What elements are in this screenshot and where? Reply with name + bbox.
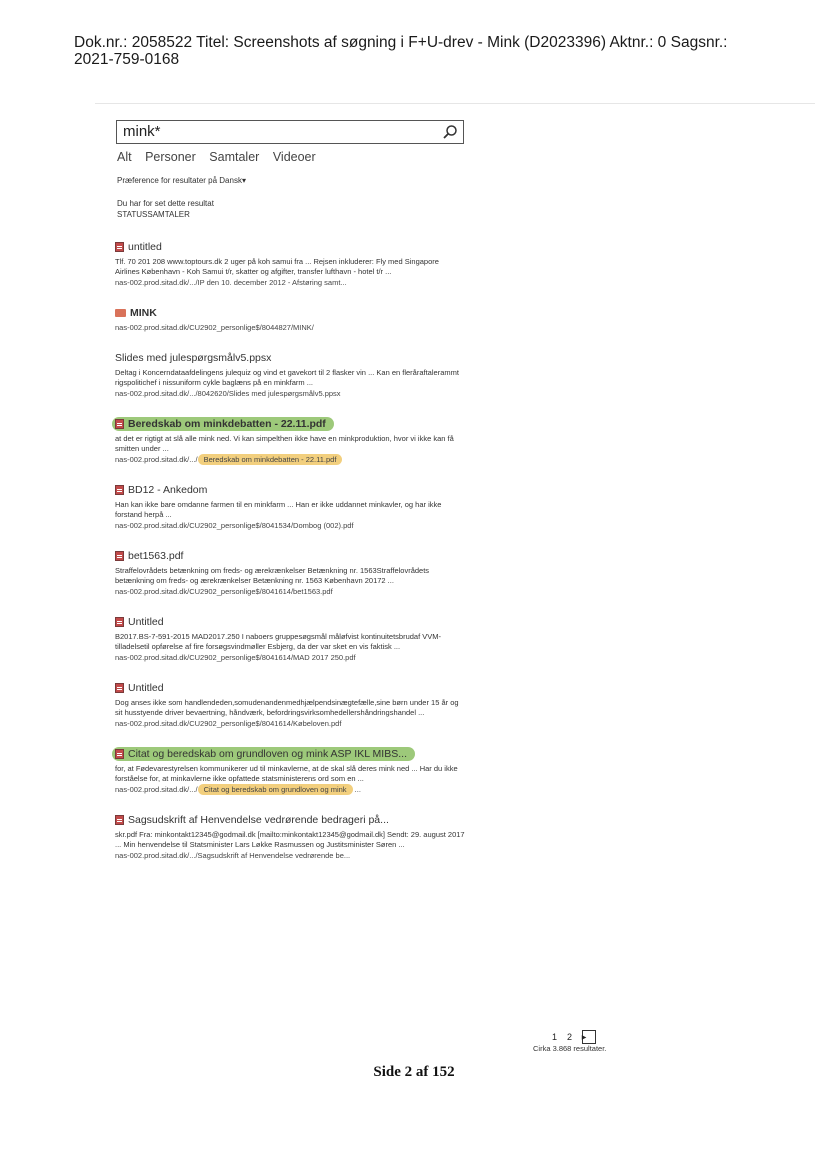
search-query[interactable]: mink* xyxy=(123,123,161,140)
seen-notice xyxy=(117,198,214,220)
result-path: nas-002.prod.sitad.dk/CU2902_personlige$/8041614/Købeloven.pdf xyxy=(115,719,342,728)
path-highlight: Citat og beredskab om grundloven og mink xyxy=(198,784,353,795)
page-2-link[interactable]: 2 xyxy=(567,1032,573,1042)
play-arrow-icon: ▶ xyxy=(581,1034,587,1041)
tab-people[interactable]: Personer xyxy=(145,150,196,164)
result-snippet: Deltag i Koncerndataafdelingens julequiz og vind et gavekort til 2 flasker vin ... Kan en fleråraftalerammt rigspolitichef i nissuniform cykle baglæns på en minkfarm ... xyxy=(115,368,459,387)
document-file-icon xyxy=(115,617,124,627)
result-title[interactable]: MINK xyxy=(130,307,157,319)
result-snippet: Straffelovrådets betænkning om freds- og ærekrænkelser Betænkning nr. 1563Straffelovrådets betænkning om freds- og ærekrænkelser Betænkning nr. 1563 København 20172 ... xyxy=(115,566,430,585)
search-input[interactable] xyxy=(116,120,464,144)
folder-icon xyxy=(115,309,126,317)
result-title[interactable]: Slides med julespørgsmålv5.ppsx xyxy=(115,352,272,364)
result-snippet: Han kan ikke bare omdanne farmen til en minkfarm ... Han er ikke uddannet minkavler, og har ikke forstand herpå ... xyxy=(115,500,442,519)
result-snippet: for, at Fødevarestyrelsen kommunikerer ud til minkavlerne, at de skal slå deres mink ned ... Har du ikke forståelse for, at minkavlerne ikke opfattede statsministerens ord som en ... xyxy=(115,764,458,783)
result-snippet: Tlf. 70 201 208 www.toptours.dk 2 uger på koh samui fra ... Rejsen inkluderer: Fly med Singapore Airlines København - Koh Samui t/r, skatter og afgifter, transfer lufthavn - hotel t/r ... xyxy=(115,257,439,276)
result-title[interactable]: Beredskab om minkdebatten - 22.11.pdf xyxy=(128,418,326,430)
header-line-1: Dok.nr.: 2058522 Titel: Screenshots af søgning i F+U-drev - Mink (D2023396) Aktnr.: 0 Sagsnr.: xyxy=(74,34,728,51)
result-path xyxy=(115,455,465,465)
result-snippet: Dog anses ikke som handlendeden,somudenandenmedhjælpendsinægtefælle,sine børn under 15 år og sit husstyende driver bevaertning, håndværk, befordringsvirksomhedellershåndringshandel ... xyxy=(115,698,459,717)
result-snippet: skr.pdf Fra: minkontakt12345@godmail.dk [mailto:minkontakt12345@godmail.dk] Sendt: 29. august 2017 ... Min henvendelse til Statsminister Lars Løkke Rasmussen og Justitsminister Søren ... xyxy=(115,830,465,849)
search-tabs xyxy=(117,150,326,164)
result-path xyxy=(115,785,465,795)
result-path: nas-002.prod.sitad.dk/CU2902_personlige$/8041534/Dombog (002).pdf xyxy=(115,521,354,530)
result-snippet: B2017.BS-7-591-2015 MAD2017.250 I naboers gruppesøgsmål måløfvist kontinuitetsbrudaf VVM-tilladelsetil opførelse af fire forsøgsvindmøller Esbjerg, da der var sket en vis faktisk ... xyxy=(115,632,442,651)
list-item xyxy=(115,240,465,288)
header-line-2: 2021-759-0168 xyxy=(74,51,180,68)
pagination xyxy=(552,1030,596,1044)
next-page-button[interactable] xyxy=(582,1030,596,1044)
document-file-icon xyxy=(115,242,124,252)
list-item xyxy=(115,615,465,663)
document-file-icon xyxy=(115,419,124,429)
result-path: nas-002.prod.sitad.dk/CU2902_personlige$/8041614/MAD 2017 250.pdf xyxy=(115,653,356,662)
page-1-link[interactable]: 1 xyxy=(552,1032,558,1042)
result-path: nas-002.prod.sitad.dk/CU2902_personlige$/8044827/MINK/ xyxy=(115,323,314,332)
list-item xyxy=(115,483,465,531)
document-file-icon xyxy=(115,815,124,825)
document-file-icon xyxy=(115,551,124,561)
document-file-icon xyxy=(115,485,124,495)
result-path: nas-002.prod.sitad.dk/CU2902_personlige$/8041614/bet1563.pdf xyxy=(115,587,333,596)
tab-videos[interactable]: Videoer xyxy=(272,150,316,164)
list-item xyxy=(115,681,465,729)
notice-text: Du har for set dette resultat xyxy=(117,199,214,208)
scan-artifact-line xyxy=(95,103,815,104)
language-preference[interactable]: Præference for resultater på Dansk▾ xyxy=(117,176,246,185)
path-suffix: ... xyxy=(352,785,361,794)
list-item xyxy=(115,306,465,333)
highlight-green xyxy=(112,417,334,431)
result-title[interactable]: bet1563.pdf xyxy=(128,550,184,562)
document-file-icon xyxy=(115,749,124,759)
result-title[interactable]: Sagsudskrift af Henvendelse vedrørende bedrageri på... xyxy=(128,814,389,826)
document-header xyxy=(74,34,794,68)
list-item xyxy=(115,351,465,399)
notice-label[interactable]: STATUSSAMTALER xyxy=(117,210,190,219)
result-path: nas-002.prod.sitad.dk/.../Sagsudskrift af Henvendelse vedrørende be... xyxy=(115,851,351,860)
result-title[interactable]: BD12 - Ankedom xyxy=(128,484,208,496)
result-title[interactable]: untitled xyxy=(128,241,162,253)
page-footer: Side 2 af 152 xyxy=(373,1064,455,1080)
path-prefix: nas-002.prod.sitad.dk/.../ xyxy=(115,785,198,794)
list-item xyxy=(115,813,465,861)
search-icon[interactable] xyxy=(442,124,458,140)
result-path: nas-002.prod.sitad.dk/.../8042620/Slides med julespørgsmålv5.ppsx xyxy=(115,389,341,398)
document-file-icon xyxy=(115,683,124,693)
list-item xyxy=(115,417,465,465)
highlight-green xyxy=(112,747,415,761)
results-list xyxy=(115,240,465,879)
result-title[interactable]: Untitled xyxy=(128,616,164,628)
path-highlight: Beredskab om minkdebatten - 22.11.pdf xyxy=(198,454,343,465)
result-path: nas-002.prod.sitad.dk/.../IP den 10. december 2012 - Afstøring samt... xyxy=(115,278,347,287)
path-prefix: nas-002.prod.sitad.dk/.../ xyxy=(115,455,198,464)
tab-all[interactable]: Alt xyxy=(117,150,132,164)
list-item xyxy=(115,549,465,597)
result-count: Cirka 3.868 resultater. xyxy=(533,1044,607,1053)
result-title[interactable]: Untitled xyxy=(128,682,164,694)
list-item xyxy=(115,747,465,795)
tab-conversations[interactable]: Samtaler xyxy=(209,150,260,164)
result-title[interactable]: Citat og beredskab om grundloven og mink ASP IKL MIBS... xyxy=(128,748,407,760)
result-snippet: at det er rigtigt at slå alle mink ned. Vi kan simpelthen ikke have en minkproduktion, hvor vi ikke kan få smitten under ... xyxy=(115,434,454,453)
